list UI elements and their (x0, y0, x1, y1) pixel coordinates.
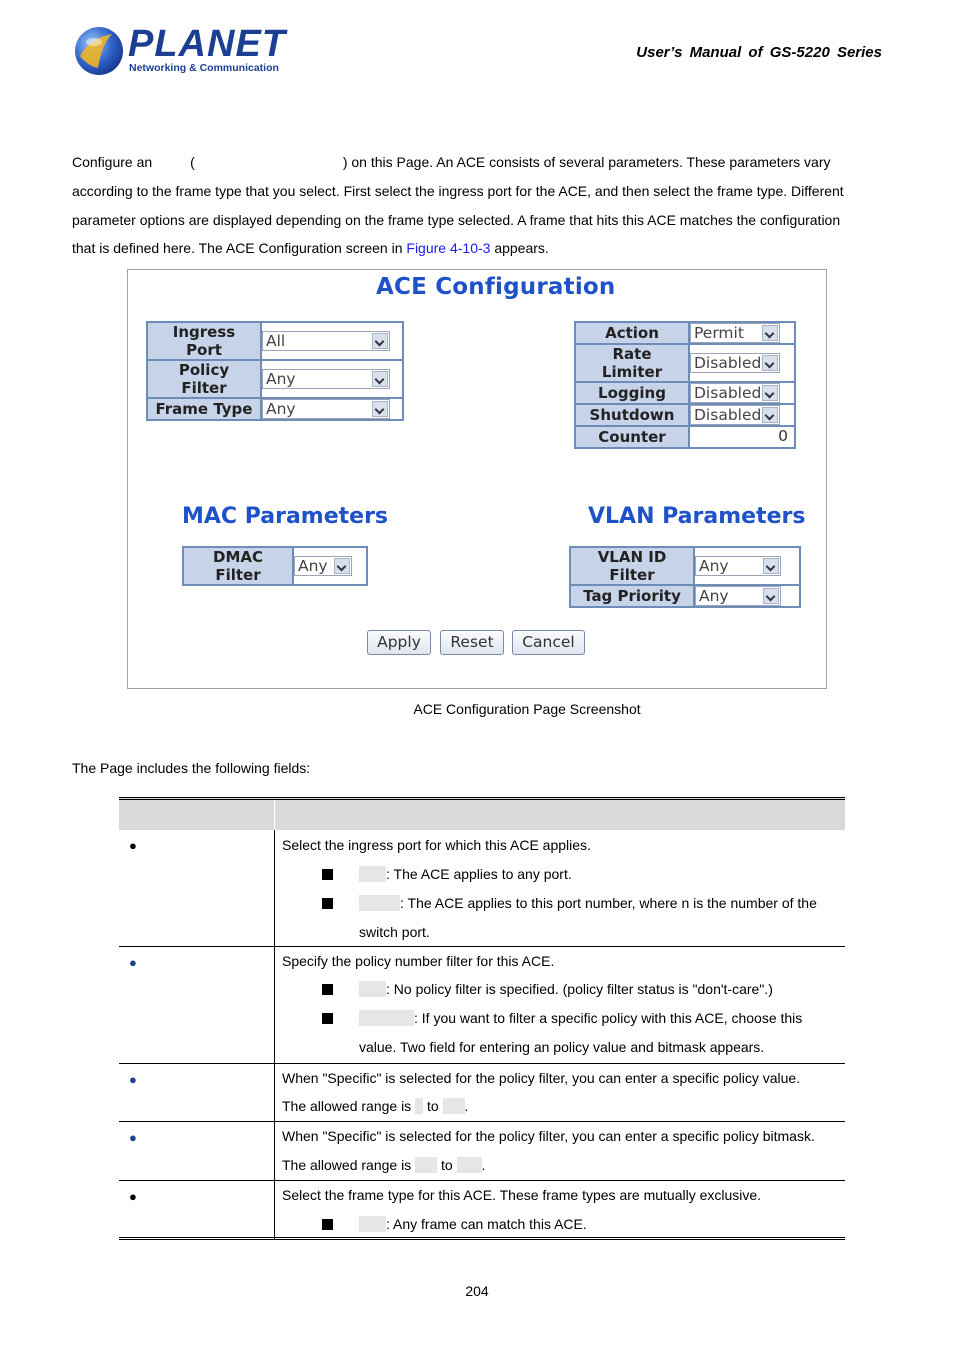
range-text: The allowed range is to . (282, 1157, 486, 1173)
reset-button[interactable]: Reset (440, 630, 504, 655)
table-row (119, 947, 845, 1064)
bullet-icon: ● (129, 838, 137, 853)
figure-caption: ACE Configuration Page Screenshot (413, 701, 641, 717)
apply-button[interactable]: Apply (367, 630, 431, 655)
ingress-port-cell (262, 323, 402, 359)
tag-priority-select[interactable] (695, 586, 781, 606)
square-bullet-icon (322, 1219, 333, 1230)
rate-limiter-cell (690, 345, 794, 381)
ingress-port-row (148, 323, 402, 359)
option-text: : If you want to filter a specific policy with this ACE, choose this (359, 1010, 802, 1026)
dmac-filter-select[interactable] (294, 556, 352, 576)
chevron-down-icon (334, 558, 350, 574)
vlan-parameters-title: VLAN Parameters (588, 504, 806, 529)
action-label: Action (576, 323, 688, 343)
intro-line-4 (72, 234, 882, 263)
vlan-id-filter-row (571, 548, 799, 584)
chevron-down-icon (762, 325, 778, 341)
frame-type-label: Frame Type (148, 399, 260, 419)
tag-priority-row (571, 586, 799, 606)
ingress-port-select[interactable] (262, 331, 390, 351)
counter-cell (690, 427, 794, 447)
shutdown-row (576, 405, 794, 425)
logging-label: Logging (576, 383, 688, 403)
action-cell (690, 323, 794, 343)
shutdown-select[interactable] (690, 405, 780, 425)
vlan-id-filter-value: Any (699, 557, 729, 575)
shutdown-cell (690, 405, 794, 425)
option-text: : The ACE applies to any port. (359, 866, 572, 882)
bullet-icon: ● (129, 955, 137, 970)
counter-row (576, 427, 794, 447)
tag-priority-cell (695, 586, 799, 606)
frame-type-row (148, 399, 402, 419)
rate-limiter-row (576, 345, 794, 381)
dmac-filter-label: DMAC Filter (184, 548, 292, 584)
vlan-id-filter-select[interactable] (695, 556, 781, 576)
figure-link[interactable]: Figure 4-10-3 (406, 240, 491, 256)
intro-line-2: according to the frame type that you select. First select the ingress port for the ACE, and then select the frame type. Different (72, 183, 844, 199)
chevron-down-icon (372, 401, 388, 417)
mac-parameters-title: MAC Parameters (182, 504, 389, 529)
intro-text: Configure an (72, 154, 153, 170)
intro-line-1 (72, 148, 882, 177)
intro-text: appears. (494, 240, 549, 256)
square-bullet-icon (322, 898, 333, 909)
row-description: Select the frame type for this ACE. These frame types are mutually exclusive. (282, 1187, 762, 1203)
logo-tagline: Networking & Communication (129, 62, 279, 74)
policy-filter-row (148, 361, 402, 397)
dmac-filter-value: Any (298, 557, 328, 575)
policy-filter-select[interactable] (262, 369, 390, 389)
option-text: : No policy filter is specified. (policy filter status is "don't-care".) (359, 981, 773, 997)
chevron-down-icon (372, 371, 388, 387)
shutdown-label: Shutdown (576, 405, 688, 425)
logging-select[interactable] (690, 383, 780, 403)
dmac-filter-cell (294, 548, 366, 584)
globe-icon (72, 24, 126, 78)
intro-text: ( (190, 154, 195, 170)
ingress-port-value: All (266, 332, 286, 350)
vlan-id-filter-label: VLAN ID Filter (571, 548, 693, 584)
mac-parameters-table (182, 546, 368, 586)
chevron-down-icon (763, 558, 779, 574)
table-row (119, 1064, 845, 1122)
option-text: value. Two field for entering an policy value and bitmask appears. (359, 1039, 765, 1055)
logging-row (576, 383, 794, 403)
frame-type-cell (262, 399, 402, 419)
row-description: Select the ingress port for which this ACE applies. (282, 837, 591, 853)
dmac-filter-row (184, 548, 366, 584)
rate-limiter-value: Disabled (694, 354, 762, 372)
ingress-port-label: Ingress Port (148, 323, 260, 359)
square-bullet-icon (322, 869, 333, 880)
tag-priority-value: Any (699, 587, 729, 605)
intro-text: ) on this Page. An ACE consists of several parameters. These parameters vary (342, 154, 831, 170)
cancel-button[interactable]: Cancel (512, 630, 585, 655)
option-text: switch port. (359, 924, 430, 940)
port-filter-table (146, 321, 404, 421)
square-bullet-icon (322, 984, 333, 995)
bullet-icon: ● (129, 1130, 137, 1145)
table-row (119, 830, 845, 947)
logging-cell (690, 383, 794, 403)
manual-title: User’s Manual of GS-5220 Series (636, 44, 882, 61)
tag-priority-label: Tag Priority (571, 586, 693, 606)
policy-filter-label: Policy Filter (148, 361, 260, 397)
frame-type-value: Any (266, 400, 296, 418)
counter-label: Counter (576, 427, 688, 447)
row-description: Specify the policy number filter for this ACE. (282, 953, 555, 969)
range-text: The allowed range is to . (282, 1098, 469, 1114)
action-select[interactable] (690, 323, 780, 343)
table-bottom-border (119, 1237, 845, 1240)
fields-intro: The Page includes the following fields: (72, 760, 311, 776)
page-number: 204 (465, 1283, 489, 1299)
policy-filter-cell (262, 361, 402, 397)
intro-line-3: parameter options are displayed depending on the frame type selected. A frame that hits this ACE matches the configuration (72, 212, 841, 228)
bullet-icon: ● (129, 1189, 137, 1204)
row-description: When "Specific" is selected for the policy filter, you can enter a specific policy value. (282, 1070, 801, 1086)
bullet-icon: ● (129, 1072, 137, 1087)
logo-wordmark: PLANET (128, 23, 286, 65)
vlan-id-filter-cell (695, 548, 799, 584)
option-text: : The ACE applies to this port number, where n is the number of the (359, 895, 817, 911)
fields-table-header (119, 797, 845, 830)
chevron-down-icon (372, 333, 388, 349)
chevron-down-icon (762, 407, 778, 423)
rate-limiter-select[interactable] (690, 353, 780, 373)
action-row (576, 323, 794, 343)
intro-text: that is defined here. The ACE Configuration screen in (72, 240, 403, 256)
shutdown-value: Disabled (694, 406, 762, 424)
table-row (119, 1181, 845, 1239)
option-text: : Any frame can match this ACE. (359, 1216, 587, 1232)
square-bullet-icon (322, 1013, 333, 1024)
chevron-down-icon (762, 385, 778, 401)
ace-config-title: ACE Configuration (376, 274, 616, 300)
rate-limiter-label: Rate Limiter (576, 345, 688, 381)
action-table (574, 321, 796, 449)
ace-config-screenshot (127, 269, 827, 689)
action-value: Permit (694, 324, 744, 342)
vlan-parameters-table (569, 546, 801, 608)
counter-value: 0 (778, 427, 788, 445)
frame-type-select[interactable] (262, 399, 390, 419)
chevron-down-icon (762, 355, 778, 371)
row-description: When "Specific" is selected for the policy filter, you can enter a specific policy bitmask. (282, 1128, 815, 1144)
policy-filter-value: Any (266, 370, 296, 388)
chevron-down-icon (763, 588, 779, 604)
logging-value: Disabled (694, 384, 762, 402)
table-row (119, 1122, 845, 1181)
